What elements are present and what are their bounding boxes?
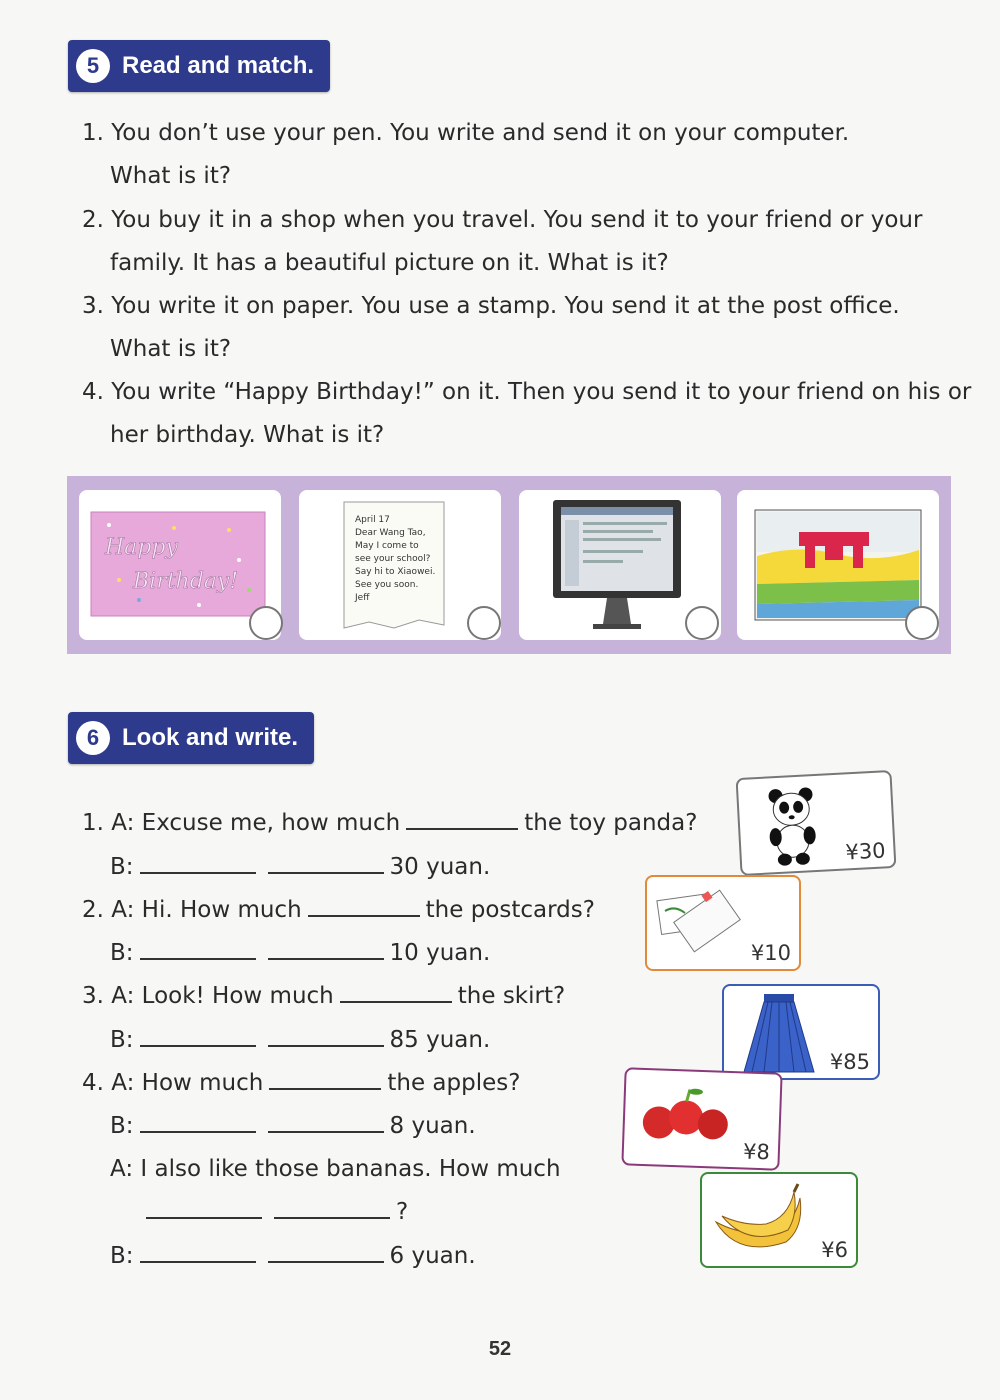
answer-circle-4[interactable] (905, 606, 939, 640)
price-card-panda (736, 770, 897, 876)
answer-blank[interactable] (268, 1127, 384, 1133)
answer-blank[interactable] (268, 1257, 384, 1263)
bananas-icon (708, 1178, 818, 1264)
section-6-number: 6 (76, 721, 110, 755)
answer-blank[interactable] (308, 911, 420, 917)
question-3: 3. You write it on paper. You use a stamp. You send it at the post office. (82, 293, 900, 319)
answer-blank[interactable] (268, 868, 384, 874)
section-6-title: Look and write. (122, 724, 299, 751)
price-card-skirt (722, 984, 880, 1080)
dialogue-1-b: B: 30 yuan. (110, 854, 491, 880)
answer-blank[interactable] (140, 1257, 256, 1263)
question-3-line2: What is it? (110, 336, 232, 362)
price-bananas: ¥6 (821, 1238, 848, 1262)
letter-line-7: Jeff (355, 593, 370, 603)
question-2: 2. You buy it in a shop when you travel. You send it to your friend or your (82, 207, 923, 233)
section-5-title: Read and match. (122, 52, 315, 79)
letter-line-2: Dear Wang Tao, (355, 528, 426, 538)
question-2-line2: family. It has a beautiful picture on it. What is it? (110, 250, 669, 276)
letter-line-4: see your school? (355, 554, 431, 564)
answer-circle-1[interactable] (249, 606, 283, 640)
answer-circle-3[interactable] (685, 606, 719, 640)
answer-blank[interactable] (406, 824, 518, 830)
answer-blank[interactable] (340, 997, 452, 1003)
birthday-card-word-1: Happy (105, 535, 178, 560)
price-skirt: ¥85 (829, 1050, 870, 1074)
dialogue-4-a: 4. A: How much the apples? (82, 1070, 521, 1096)
answer-blank[interactable] (140, 1041, 256, 1047)
dialogue-4-extra-blanks: ? (140, 1201, 408, 1224)
question-1-line2: What is it? (110, 163, 232, 189)
section-5-header (68, 40, 330, 92)
dialogue-3-a: 3. A: Look! How much the skirt? (82, 983, 566, 1009)
postcards-icon (651, 883, 751, 963)
dialogue-4-extra-b: B: 6 yuan. (110, 1243, 476, 1269)
answer-blank[interactable] (140, 954, 256, 960)
skirt-icon (734, 988, 824, 1078)
answer-blank[interactable] (274, 1213, 390, 1219)
section-5-number: 5 (76, 49, 110, 83)
price-card-apples (621, 1067, 782, 1170)
birthday-card-word-2: Birthday! (133, 569, 239, 594)
toy-panda-icon (750, 779, 845, 874)
question-4: 4. You write “Happy Birthday!” on it. Then you send it to your friend on his or (82, 379, 972, 405)
apples-icon (630, 1076, 743, 1160)
answer-blank[interactable] (268, 1041, 384, 1047)
price-card-postcards (645, 875, 801, 971)
page-number: 52 (488, 1338, 512, 1360)
letter-line-3: May I come to (355, 541, 419, 551)
section-6-header (68, 712, 314, 764)
letter-line-5: Say hi to Xiaowei. (355, 567, 436, 577)
dialogue-3-b: B: 85 yuan. (110, 1027, 491, 1053)
answer-circle-2[interactable] (467, 606, 501, 640)
letter-line-6: See you soon. (355, 580, 419, 590)
letter-line-1: April 17 (355, 515, 390, 525)
answer-blank[interactable] (140, 868, 256, 874)
answer-blank[interactable] (140, 1127, 256, 1133)
question-4-line2: her birthday. What is it? (110, 422, 385, 448)
price-card-bananas (700, 1172, 858, 1268)
price-panda: ¥30 (844, 838, 887, 865)
answer-blank[interactable] (269, 1084, 381, 1090)
price-postcards: ¥10 (750, 941, 791, 965)
price-apples: ¥8 (742, 1139, 771, 1165)
answer-blank[interactable] (146, 1213, 262, 1219)
dialogue-2-b: B: 10 yuan. (110, 940, 491, 966)
dialogue-1-a: 1. A: Excuse me, how much the toy panda? (82, 810, 698, 836)
dialogue-4-extra-a: A: I also like those bananas. How much (110, 1156, 561, 1182)
question-1: 1. You don’t use your pen. You write and send it on your computer. (82, 120, 850, 146)
answer-blank[interactable] (268, 954, 384, 960)
dialogue-4-b: B: 8 yuan. (110, 1113, 476, 1139)
matching-picture-strip (67, 476, 951, 654)
dialogue-2-a: 2. A: Hi. How much the postcards? (82, 897, 595, 923)
